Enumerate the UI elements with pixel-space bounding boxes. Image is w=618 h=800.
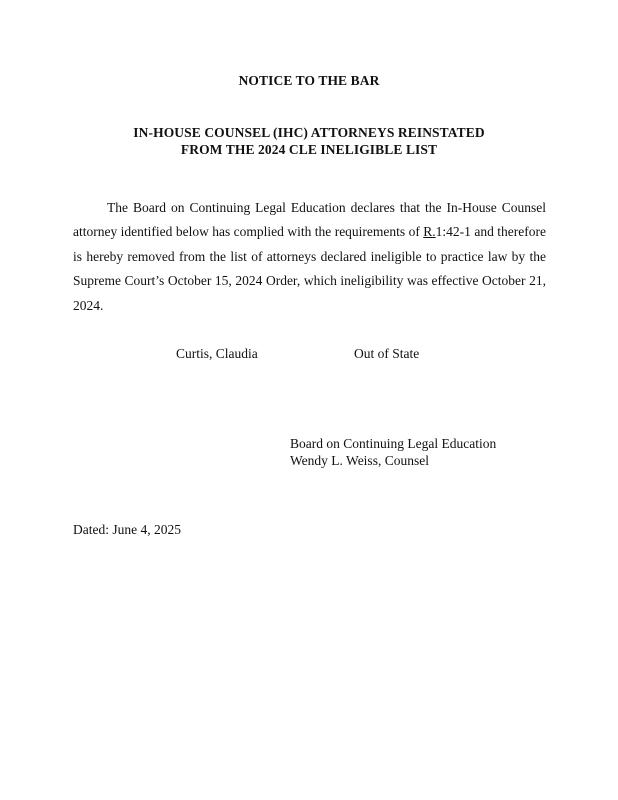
body-text-part-2: and therefore is hereby removed from the list of attorneys declared ineligible to practice law by the Supreme Court’s October 15, 2024 Order, which ineligibility was effective October 21, 2024.	[73, 224, 546, 313]
attorney-name: Curtis, Claudia	[176, 346, 258, 361]
title-line-1: IN-HOUSE COUNSEL (IHC) ATTORNEYS REINSTATED	[133, 125, 485, 140]
signature-signer: Wendy L. Weiss, Counsel	[290, 453, 429, 468]
body-text-part-1: The Board on Continuing Legal Education declares that the In-House Counsel attorney identified below has complied with the requirements of	[73, 200, 546, 240]
rule-prefix: R.	[423, 224, 436, 240]
signature-organization: Board on Continuing Legal Education	[290, 436, 497, 451]
rule-number: 1:42-1	[435, 224, 471, 240]
title-line-2: FROM THE 2024 CLE INELIGIBLE LIST	[180, 142, 438, 157]
notice-heading: NOTICE TO THE BAR	[238, 73, 380, 88]
attorney-location: Out of State	[354, 346, 420, 361]
body-paragraph	[73, 196, 546, 318]
dated-line: Dated: June 4, 2025	[73, 522, 181, 537]
